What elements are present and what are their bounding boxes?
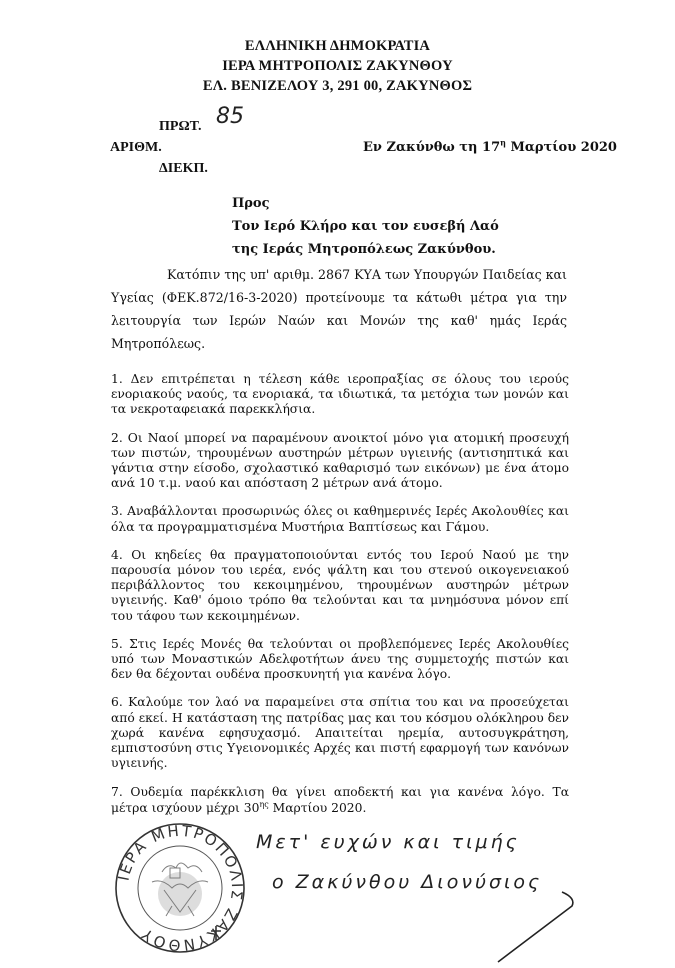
prot-number: 85 [216,104,244,129]
document-date: Εν Ζακύνθω τη $17^\eta$ Μαρτίου 2020 [363,137,617,155]
svg-text:ΙΕΡΑ ΜΗΤΡΟΠΟΛΙΣ ΖΑΚΥΝΘΟΥ: ΙΕΡΑ ΜΗΤΡΟΠΟΛΙΣ ΖΑΚΥΝΘΟΥ [114,821,247,955]
letterhead-country: ΕΛΛΗΝΙΚΗ ΔΗΜΟΚΡΑΤΙΑ [244,38,431,54]
recipients-to-label: Προς [232,196,270,211]
measure-item-2: 2. Οι Ναοί μπορεί να παραμένουν ανοικτοί μόνο για ατομική προσευχή των πιστών, τηρουμένων αυστηρών μέτρων υγιεινής (αντισηπτικά και γάντια στην είσοδο, σχολαστικό καθαρισμό των εικόνων) με ένα άτομο ανά 10 τ.μ. ναού και απόσταση 2 μέτρων ανά άτομο. [111,430,569,491]
letterhead-organization: ΙΕΡΑ ΜΗΤΡΟΠΟΛΙΣ ΖΑΚΥΝΘΟΥ [222,58,453,74]
recipients-line-2: της Ιεράς Μητροπόλεως Ζακύνθου. [232,242,496,257]
seal-icon [112,820,248,956]
prot-label: ΠΡΩΤ. [159,119,202,134]
measure-item-5: 5. Στις Ιερές Μονές θα τελούνται οι προβλεπόμενες Ιερές Ακολουθίες υπό των Μοναστικών Αδελφοτήτων άνευ της συμμετοχής πιστών και δεν θα δέχονται ουδένα προσκυνητή για κανένα λόγο. [111,636,569,682]
recipients-line-1: Τον Ιερό Κλήρο και τον ευσεβή Λαό [232,219,499,234]
letterhead-address: ΕΛ. ΒΕΝΙΖΕΛΟΥ 3, 291 00, ΖΑΚΥΝΘΟΣ [202,78,473,94]
measure-item-6: 6. Καλούμε τον λαό να παραμείνει στα σπίτια του και να προσεύχεται από εκεί. Η κατάσταση της πατρίδας μας και του κόσμου ολόκληρου δεν χωρά κανένα εφησυχασμό. Απαιτείται ηρεμία, αυτοσυγκράτηση, εμπιστοσύνη στις Υγειονομικές Αρχές και πιστή εφαρμογή των κανόνων υγιεινής. [111,695,569,771]
measure-item-1: 1. Δεν επιτρέπεται η τέλεση κάθε ιεροπραξίας σε όλους του ιερούς ενοριακούς ναούς, τα ενοριακά, τα ιδιωτικά, τα μετόχια των μονών και τα νεκροταφειακά παρεκκλήσια. [111,372,569,417]
metropolis-seal [112,820,248,956]
reference-block [0,96,675,180]
arithm-label: ΑΡΙΘΜ. [110,140,162,155]
closing-block [0,818,675,968]
measure-item-4: 4. Οι κηδείες θα πραγματοποιούνται εντός του Ιερού Ναού με την παρουσία μόνον του ιερέα, ενός ψάλτη και του στενού οικογενειακού περιβάλλοντος του κεκοιμημένου, τηρουμένων αυστηρών μέτρων υγιεινής. Καθ' όμοιο τρόπο θα τελούνται και τα μνημόσυνα μόνον επί του τάφου των κεκοιμημένων. [111,547,569,623]
diekp-label: ΔΙΕΚΠ. [159,161,208,176]
signature: ο Ζακύνθου Διονύσιος [272,870,543,893]
measure-item-3: 3. Αναβάλλονται προσωρινώς όλες οι καθημερινές Ιερές Ακολουθίες και όλα τα προγραμματισμένα Μυστήρια Βαπτίσεως και Γάμου. [111,504,569,534]
closing-greeting: Μετ' ευχών και τιμής [256,830,520,853]
signature-flourish [490,888,580,966]
measure-item-7: 7. Ουδεμία παρέκκλιση θα γίνει αποδεκτή και για κανένα λόγο. Τα μέτρα ισχύουν μέχρι $30^{\eta\varsigma}$ Μαρτίου 2020. [111,785,569,815]
intro-paragraph: Κατόπιν της υπ' αριθμ. 2867 ΚΥΑ των Υπουργών Παιδείας και Υγείας (ΦΕΚ.872/16-3-2020) προτείνουμε τα κάτωθι μέτρα για την λειτουργία των Ιερών Ναών και Μονών της καθ' ημάς Ιεράς Μητροπόλεως. [111,267,567,351]
